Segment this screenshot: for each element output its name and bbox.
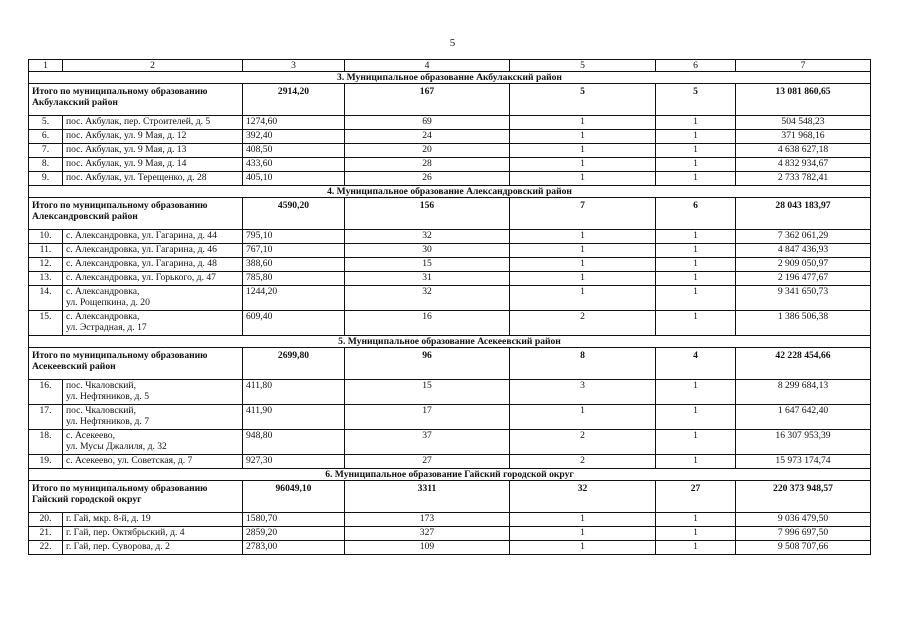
row-area: 411,80 [243,380,345,405]
row-amount: 1 647 642,40 [736,405,871,430]
total-col6: 5 [656,84,736,116]
row-area: 405,10 [243,172,345,186]
total-residents: 96 [345,348,510,380]
row-number: 12. [29,258,63,272]
total-col6: 6 [656,198,736,230]
row-residents: 69 [345,116,510,130]
row-col5: 1 [510,513,656,527]
column-header: 6 [656,60,736,72]
row-number: 7. [29,144,63,158]
row-residents: 37 [345,430,510,455]
row-col5: 1 [510,405,656,430]
section-title: 6. Муниципальное образование Гайский городской округ [29,469,871,481]
column-header: 5 [510,60,656,72]
total-label: Итого по муниципальному образованию Акбулакский район [29,84,243,116]
row-number: 20. [29,513,63,527]
total-label: Итого по муниципальному образованию Гайский городской округ [29,481,243,513]
row-number: 11. [29,244,63,258]
row-amount: 371 968,16 [736,130,871,144]
table-row [29,527,871,541]
row-amount: 4 638 627,18 [736,144,871,158]
row-amount: 4 832 934,67 [736,158,871,172]
row-residents: 28 [345,158,510,172]
row-col5: 1 [510,158,656,172]
total-area: 2914,20 [243,84,345,116]
row-address: пос. Акбулак, пер. Строителей, д. 5 [63,116,243,130]
row-col5: 1 [510,527,656,541]
column-header: 2 [63,60,243,72]
row-col6: 1 [656,541,736,555]
table-row [29,144,871,158]
row-col5: 3 [510,380,656,405]
row-amount: 504 548,23 [736,116,871,130]
total-residents: 167 [345,84,510,116]
table-row [29,244,871,258]
total-amount: 28 043 183,97 [736,198,871,230]
row-address: с. Александровка, ул. Рощепкина, д. 20 [63,286,243,311]
row-col5: 1 [510,116,656,130]
section-total-row [29,348,871,380]
total-label: Итого по муниципальному образованию Александровский район [29,198,243,230]
column-header-row [29,60,871,72]
row-amount: 8 299 684,13 [736,380,871,405]
row-number: 22. [29,541,63,555]
row-residents: 30 [345,244,510,258]
row-area: 411,90 [243,405,345,430]
table-row [29,172,871,186]
table-row [29,230,871,244]
row-area: 785,80 [243,272,345,286]
row-address: с. Александровка, ул. Гагарина, д. 48 [63,258,243,272]
row-number: 6. [29,130,63,144]
row-area: 795,10 [243,230,345,244]
section-heading-row [29,186,871,198]
row-address: пос. Акбулак, ул. 9 Мая, д. 13 [63,144,243,158]
row-address: г. Гай, пер. Суворова, д. 2 [63,541,243,555]
row-col6: 1 [656,144,736,158]
total-col5: 32 [510,481,656,513]
row-col6: 1 [656,405,736,430]
row-amount: 2 733 782,41 [736,172,871,186]
row-address: пос. Акбулак, ул. 9 Мая, д. 12 [63,130,243,144]
row-residents: 173 [345,513,510,527]
row-number: 5. [29,116,63,130]
row-col5: 2 [510,430,656,455]
page-number: 5 [449,37,456,49]
total-area: 2699,80 [243,348,345,380]
row-residents: 327 [345,527,510,541]
row-address: пос. Акбулак, ул. 9 Мая, д. 14 [63,158,243,172]
table-row [29,116,871,130]
total-amount: 220 373 948,57 [736,481,871,513]
column-header: 3 [243,60,345,72]
row-address: с. Асекеево, ул. Мусы Джалиля, д. 32 [63,430,243,455]
total-residents: 3311 [345,481,510,513]
row-col5: 1 [510,258,656,272]
row-amount: 4 847 436,93 [736,244,871,258]
row-col6: 1 [656,158,736,172]
row-address: с. Александровка, ул. Горького, д. 47 [63,272,243,286]
row-amount: 2 196 477,67 [736,272,871,286]
row-number: 9. [29,172,63,186]
row-residents: 27 [345,455,510,469]
row-amount: 16 307 953,39 [736,430,871,455]
row-address: с. Александровка, ул. Гагарина, д. 44 [63,230,243,244]
row-residents: 17 [345,405,510,430]
total-col5: 5 [510,84,656,116]
row-residents: 15 [345,380,510,405]
total-amount: 13 081 860,65 [736,84,871,116]
row-area: 433,60 [243,158,345,172]
row-number: 8. [29,158,63,172]
total-col5: 8 [510,348,656,380]
row-address: г. Гай, мкр. 8-й, д. 19 [63,513,243,527]
row-address: пос. Акбулак, ул. Терещенко, д. 28 [63,172,243,186]
row-number: 10. [29,230,63,244]
row-col6: 1 [656,244,736,258]
row-col5: 1 [510,130,656,144]
row-residents: 32 [345,230,510,244]
section-title: 3. Муниципальное образование Акбулакский район [29,72,871,84]
table-row [29,286,871,311]
row-number: 21. [29,527,63,541]
row-area: 1274,60 [243,116,345,130]
row-area: 1580,70 [243,513,345,527]
housing-program-table [28,59,871,555]
section-heading-row [29,72,871,84]
row-amount: 15 973 174,74 [736,455,871,469]
row-number: 17. [29,405,63,430]
row-amount: 7 362 061,29 [736,230,871,244]
row-col6: 1 [656,172,736,186]
row-col5: 1 [510,286,656,311]
row-col6: 1 [656,116,736,130]
row-col6: 1 [656,527,736,541]
row-col5: 1 [510,172,656,186]
table-row [29,158,871,172]
row-residents: 109 [345,541,510,555]
total-label: Итого по муниципальному образованию Асекеевский район [29,348,243,380]
row-area: 2859,20 [243,527,345,541]
table-row [29,513,871,527]
row-number: 16. [29,380,63,405]
row-amount: 7 996 697,50 [736,527,871,541]
row-amount: 2 909 050,97 [736,258,871,272]
total-amount: 42 228 454,66 [736,348,871,380]
section-title: 4. Муниципальное образование Александровский район [29,186,871,198]
total-col6: 4 [656,348,736,380]
row-col6: 1 [656,286,736,311]
row-col6: 1 [656,130,736,144]
row-area: 408,50 [243,144,345,158]
row-residents: 20 [345,144,510,158]
row-amount: 9 508 707,66 [736,541,871,555]
row-col5: 1 [510,230,656,244]
row-area: 1244,20 [243,286,345,311]
table-row [29,455,871,469]
total-area: 4590,20 [243,198,345,230]
row-area: 2783,00 [243,541,345,555]
row-col6: 1 [656,230,736,244]
row-residents: 15 [345,258,510,272]
table-row [29,130,871,144]
row-number: 18. [29,430,63,455]
row-col6: 1 [656,430,736,455]
total-area: 96049,10 [243,481,345,513]
row-amount: 9 036 479,50 [736,513,871,527]
table-row [29,272,871,286]
row-col5: 2 [510,455,656,469]
row-address: с. Александровка, ул. Эстрадная, д. 17 [63,311,243,336]
row-number: 19. [29,455,63,469]
row-col6: 1 [656,272,736,286]
row-residents: 31 [345,272,510,286]
row-amount: 1 386 506,38 [736,311,871,336]
row-col5: 1 [510,541,656,555]
section-total-row [29,84,871,116]
row-area: 927,30 [243,455,345,469]
row-col5: 2 [510,311,656,336]
row-area: 392,40 [243,130,345,144]
row-col5: 1 [510,244,656,258]
table-row [29,380,871,405]
table-row [29,311,871,336]
row-residents: 24 [345,130,510,144]
total-residents: 156 [345,198,510,230]
section-total-row [29,198,871,230]
row-number: 15. [29,311,63,336]
row-address: г. Гай, пер. Октябрьский, д. 4 [63,527,243,541]
row-area: 609,40 [243,311,345,336]
row-col5: 1 [510,272,656,286]
row-number: 13. [29,272,63,286]
total-col5: 7 [510,198,656,230]
row-address: с. Асекеево, ул. Советская, д. 7 [63,455,243,469]
row-col6: 1 [656,380,736,405]
row-col6: 1 [656,311,736,336]
section-heading-row [29,469,871,481]
row-col6: 1 [656,513,736,527]
table-row [29,430,871,455]
table-row [29,405,871,430]
row-area: 388,60 [243,258,345,272]
table-row [29,258,871,272]
section-title: 5. Муниципальное образование Асекеевский район [29,336,871,348]
column-header: 7 [736,60,871,72]
row-col6: 1 [656,455,736,469]
row-residents: 26 [345,172,510,186]
row-address: с. Александровка, ул. Гагарина, д. 46 [63,244,243,258]
row-col5: 1 [510,144,656,158]
row-residents: 16 [345,311,510,336]
section-heading-row [29,336,871,348]
column-header: 1 [29,60,63,72]
column-header: 4 [345,60,510,72]
row-col6: 1 [656,258,736,272]
total-col6: 27 [656,481,736,513]
row-number: 14. [29,286,63,311]
section-total-row [29,481,871,513]
row-amount: 9 341 650,73 [736,286,871,311]
row-address: пос. Чкаловский, ул. Нефтяников, д. 7 [63,405,243,430]
row-residents: 32 [345,286,510,311]
row-area: 948,80 [243,430,345,455]
row-area: 767,10 [243,244,345,258]
table-row [29,541,871,555]
row-address: пос. Чкаловский, ул. Нефтяников, д. 5 [63,380,243,405]
